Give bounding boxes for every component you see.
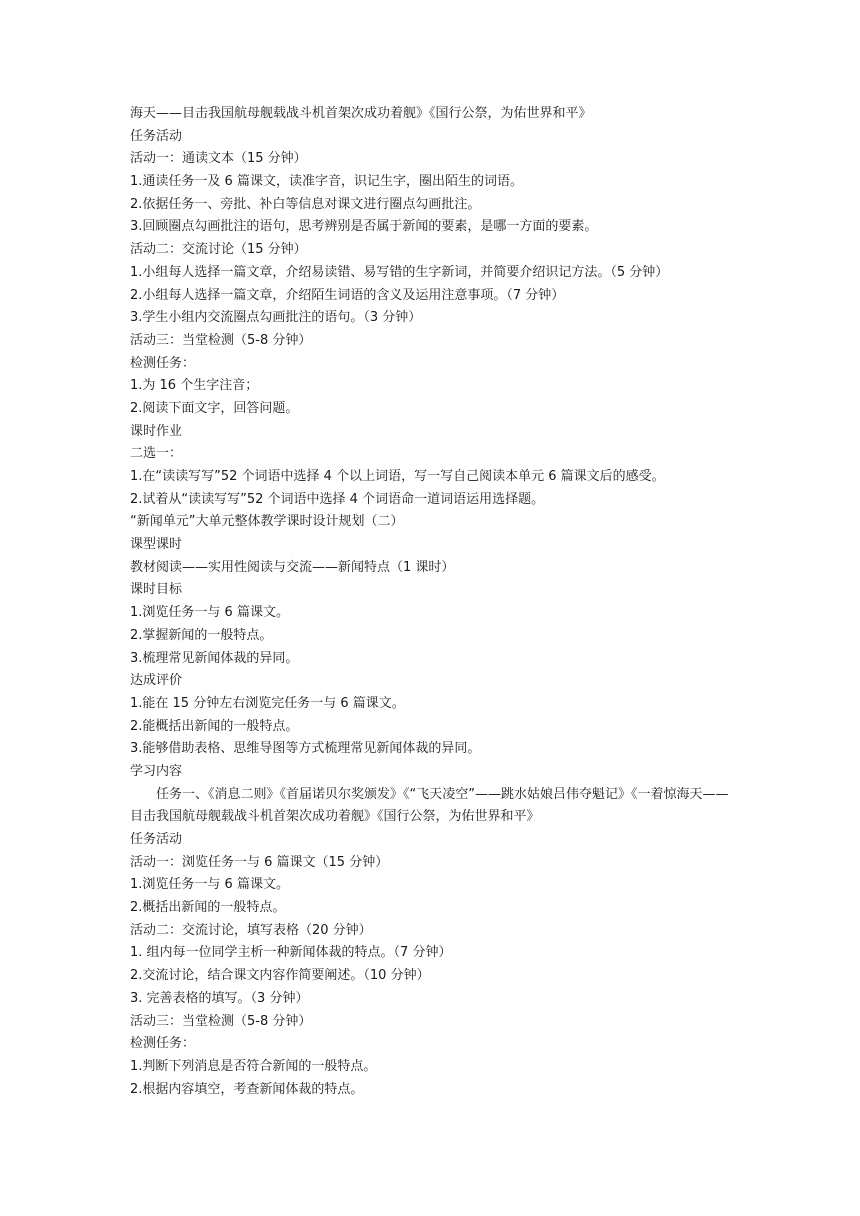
list-item: 2.试着从“读读写写”52 个词语中选择 4 个词语命一道词语运用选择题。 [130,491,545,507]
list-item: 1.能在 15 分钟左右浏览完任务一与 6 篇课文。 [130,695,405,711]
list-item: 2.掌握新闻的一般特点。 [130,627,273,643]
list-item: 3.回顾圈点勾画批注的语句，思考辨别是否属于新闻的要素，是哪一方面的要素。 [130,219,598,235]
section-heading: 学习内容 [130,763,183,779]
list-item: 1.判断下列消息是否符合新闻的一般特点。 [130,1058,377,1074]
text-line: 检测任务： [130,1036,196,1052]
list-item: 2.能概括出新闻的一般特点。 [130,718,299,734]
list-item: 2.依据任务一、旁批、补白等信息对课文进行圈点勾画批注。 [130,196,481,212]
list-item: 1.为 16 个生字注音； [130,378,259,394]
document-body [130,103,735,1101]
text-line: 教材阅读——实用性阅读与交流——新闻特点（1 课时） [130,559,455,575]
list-item: 3.梳理常见新闻体裁的异同。 [130,650,299,666]
activity-heading: 活动三：当堂检测（5-8 分钟） [130,332,312,348]
list-item: 2.交流讨论，结合课文内容作简要阐述。（10 分钟） [130,968,430,984]
text-line: 二选一： [130,446,183,462]
activity-heading: 活动三：当堂检测（5-8 分钟） [130,1013,312,1029]
section-heading: 任务活动 [130,832,183,848]
list-item: 1.小组每人选择一篇文章，介绍易读错、易写错的生字新词，并简要介绍识记方法。（5 分钟） [130,264,669,280]
list-item: 1.通读任务一及 6 篇课文，读准字音，识记生字，圈出陌生的词语。 [130,174,523,190]
list-item: 2.阅读下面文字，回答问题。 [130,400,299,416]
activity-heading: 活动一：通读文本（15 分钟） [130,151,307,167]
section-heading: 课时目标 [130,582,183,598]
list-item: 3.能够借助表格、思维导图等方式梳理常见新闻体裁的异同。 [130,741,481,757]
list-item: 3.学生小组内交流圈点勾画批注的语句。（3 分钟） [130,310,422,326]
section-heading: 课时作业 [130,423,183,439]
text-line: 海天——目击我国航母舰载战斗机首架次成功着舰》《国行公祭，为佑世界和平》 [130,106,592,121]
activity-heading: 活动二：交流讨论，填写表格（20 分钟） [130,922,372,938]
activity-heading: 活动一：浏览任务一与 6 篇课文（15 分钟） [130,854,389,870]
list-item: 2.概括出新闻的一般特点。 [130,900,286,916]
list-item: 1.浏览任务一与 6 篇课文。 [130,877,289,893]
text-line: 检测任务： [130,355,196,371]
list-item: 1. 组内每一位同学主析一种新闻体裁的特点。（7 分钟） [130,945,452,961]
activity-heading: 活动二：交流讨论（15 分钟） [130,242,307,258]
list-item: 3. 完善表格的填写。（3 分钟） [130,990,309,1006]
list-item: 1.浏览任务一与 6 篇课文。 [130,605,289,621]
document-title: “新闻单元”大单元整体教学课时设计规划（二） [130,514,404,530]
section-heading: 课型课时 [130,537,183,553]
section-heading: 达成评价 [130,673,183,689]
list-item: 2.小组每人选择一篇文章，介绍陌生词语的含义及运用注意事项。（7 分钟） [130,287,565,303]
list-item: 1.在“读读写写”52 个词语中选择 4 个以上词语，写一写自己阅读本单元 6 篇课文后的感受。 [130,469,665,484]
learning-content-paragraph: 任务一、《消息二则》《首届诺贝尔奖颁发》《“飞天凌空”——跳水姑娘吕伟夺魁记》《一着惊海天——目击我国航母舰载战斗机首架次成功着舰》《国行公祭，为佑世界和平》 [130,786,729,825]
list-item: 2.根据内容填空，考查新闻体裁的特点。 [130,1081,364,1097]
section-heading: 任务活动 [130,128,183,144]
